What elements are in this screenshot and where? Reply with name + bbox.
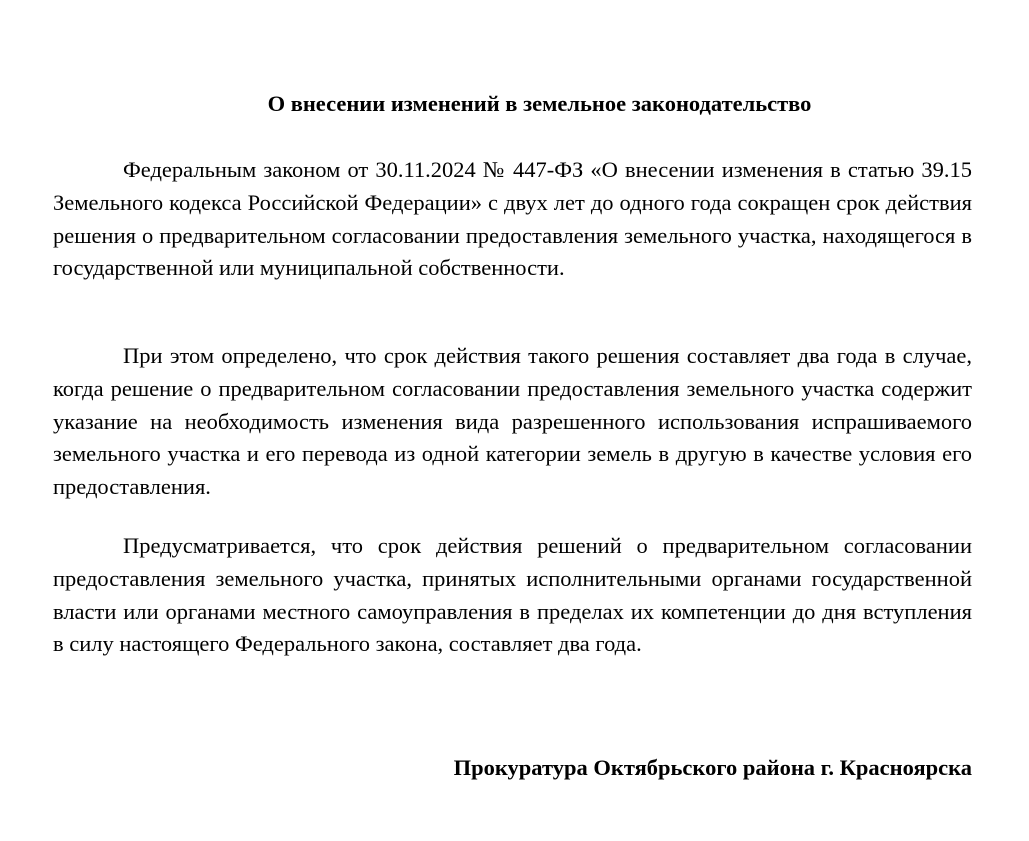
paragraph-3: Предусматривается, что срок действия решений о предварительном согласовании предоставления земельного участка, принятых исполнительными органами государственной власти или органами местного самоуправления в пределах их компетенции до дня вступления в силу настоящего Федерального закона, составляет два года. — [53, 533, 972, 657]
document-title: О внесении изменений в земельное законодательство — [267, 91, 812, 116]
paragraph-1: Федеральным законом от 30.11.2024 № 447-ФЗ «О внесении изменения в статью 39.15 Земельного кодекса Российской Федерации» с двух лет до одного года сокращен срок действия решения о предварительном согласовании предоставления земельного участка, находящегося в государственной или муниципальной собственности. — [53, 157, 972, 281]
paragraph-2: При этом определено, что срок действия такого решения составляет два года в случае, когда решение о предварительном согласовании предоставления земельного участка содержит указание на необходимость изменения вида разрешенного использования испрашиваемого земельного участка и его перевода из одной категории земель в другую в качестве условия его предоставления. — [53, 343, 972, 500]
signature: Прокуратура Октябрьского района г. Красноярска — [453, 755, 972, 780]
